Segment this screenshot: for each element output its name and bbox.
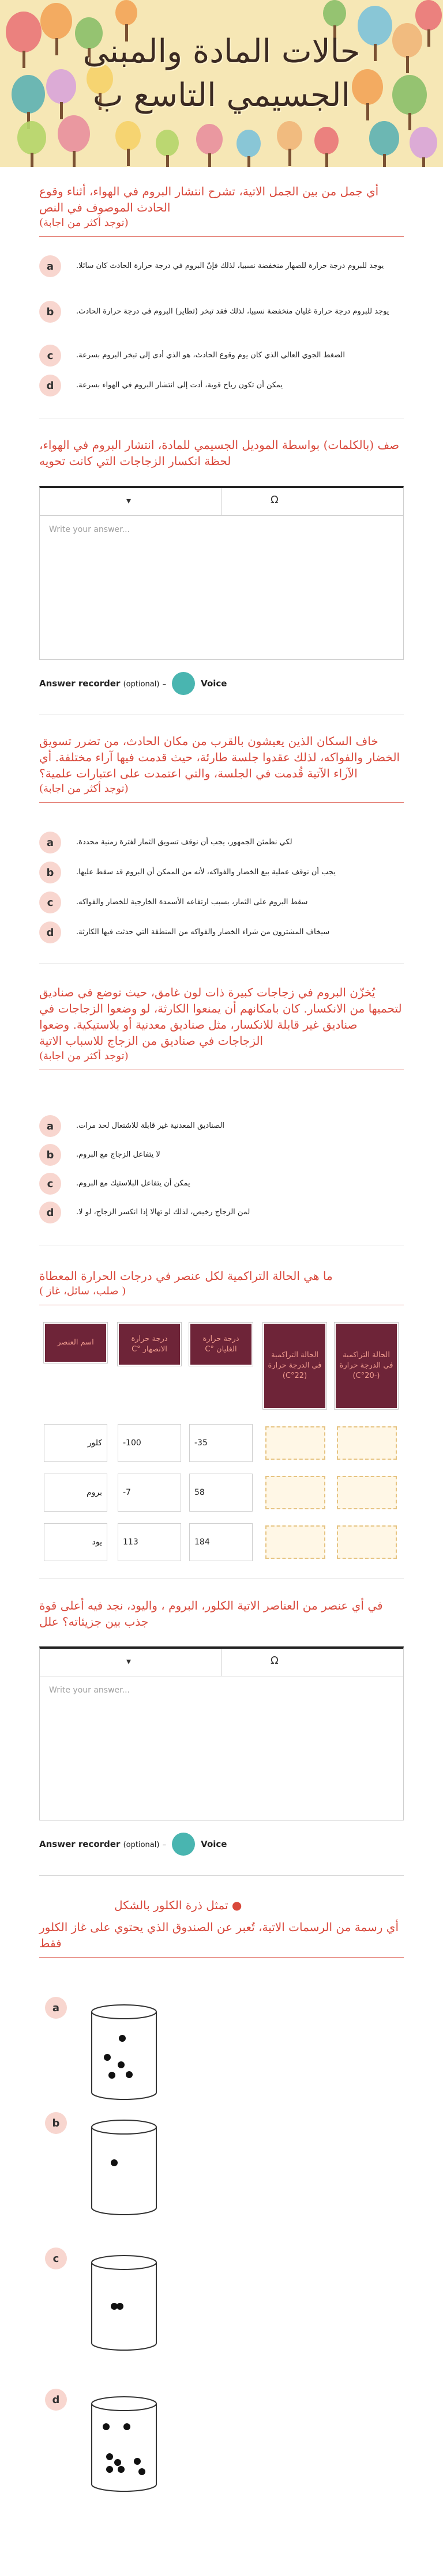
omega-symbol-button[interactable]: Ω xyxy=(271,494,279,506)
option-letter: a xyxy=(45,1997,67,2019)
tree-trunk xyxy=(73,151,76,167)
drop-zone[interactable] xyxy=(265,1525,325,1559)
tree-icon xyxy=(12,75,45,114)
recorder-optional: (optional) xyxy=(123,1841,160,1849)
option-a[interactable] xyxy=(39,1115,404,1137)
tree-icon xyxy=(314,127,339,154)
option-text: يوجد للبروم درجة حرارة غليان منخفضة نسبيا، لذلك فقد تبخر (تطاير) البروم في درجة حرارة الحادث. xyxy=(76,307,389,316)
table-header: الحالة التراكمية في الدرجة حرارة (-20°C) xyxy=(335,1323,398,1409)
option-b[interactable] xyxy=(39,862,404,883)
option-c[interactable] xyxy=(39,1173,404,1195)
question-7-line1: ● تمثل ذرة الكلور بالشكل xyxy=(114,1898,242,1912)
option-text: يوجد للبروم درجة حرارة للصهار منخفضة نسبيا، لذلك فإنّ البروم في درجة حرارة الحادث كان سائلا. xyxy=(76,262,384,270)
question-2 xyxy=(39,437,404,469)
tree-icon xyxy=(156,130,179,156)
tree-trunk xyxy=(166,155,169,167)
drop-zone[interactable] xyxy=(337,1476,397,1509)
question-6-text: في أي عنصر من العناصر الاتية الكلور، البروم ، واليود، نجد فيه أعلى قوة جذب بين جزيئاته؟ علل xyxy=(39,1599,383,1629)
question-5-hint: ( صلب، سائل، غاز ) xyxy=(39,1285,126,1297)
omega-symbol-button[interactable]: Ω xyxy=(271,1655,279,1667)
question-5 xyxy=(39,1268,404,1305)
tree-trunk xyxy=(427,29,430,47)
chlorine-atom-dot xyxy=(126,2071,133,2078)
record-button[interactable] xyxy=(172,672,195,695)
tree-icon xyxy=(115,121,141,150)
table-header: درجة حرارة الانصهار °C xyxy=(118,1323,181,1366)
option-letter: a xyxy=(39,832,61,853)
voice-label: Voice xyxy=(201,1839,227,1849)
tree-trunk xyxy=(247,156,250,167)
answer-input-placeholder[interactable]: Write your answer... xyxy=(49,525,130,534)
tree-trunk xyxy=(208,153,211,167)
format-dropdown[interactable]: ▾ xyxy=(126,1656,132,1667)
option-c[interactable] xyxy=(39,892,404,913)
option-text: سقط البروم على الثمار، بسبب ارتفاعه الأسمدة الخارجية للخضار والفواكه. xyxy=(76,898,308,906)
tree-trunk xyxy=(31,153,33,167)
option-d[interactable] xyxy=(39,2383,404,2504)
question-1-hint: (توجد أكثر من اجابة) xyxy=(39,217,129,229)
divider xyxy=(39,236,404,237)
answer-toolbar xyxy=(40,1649,403,1676)
option-text: الضغط الجوي العالي الذي كان يوم وقوع الحادث، هو الذي أدى إلى تبخر البروم بسرعة. xyxy=(76,351,346,360)
option-text: لا يتفاعل الزجاج مع البروم. xyxy=(76,1150,160,1159)
option-b[interactable] xyxy=(39,301,404,323)
chlorine-atom-dot xyxy=(119,2035,126,2042)
option-letter: c xyxy=(39,892,61,913)
tree-icon xyxy=(17,121,46,154)
table-cell-boil: 58 xyxy=(189,1474,253,1512)
chlorine-atom-dot xyxy=(111,2159,118,2166)
tree-icon xyxy=(58,115,90,152)
question-4 xyxy=(39,984,404,1070)
answer-box[interactable] xyxy=(39,1646,404,1820)
cylinder-drawing xyxy=(87,2253,162,2357)
answer-recorder xyxy=(39,672,227,695)
chlorine-atom-dot xyxy=(117,2303,123,2310)
question-1 xyxy=(39,183,404,237)
tree-icon xyxy=(410,127,437,158)
tree-trunk xyxy=(288,149,291,166)
tree-trunk xyxy=(325,153,328,167)
recorder-optional: (optional) xyxy=(123,680,160,689)
tree-trunk xyxy=(422,157,425,167)
cylinder-drawing xyxy=(87,2394,162,2498)
recorder-label-wrap xyxy=(39,678,166,689)
option-letter: b xyxy=(45,2112,67,2134)
option-letter: d xyxy=(39,1202,61,1223)
chlorine-atom-dot xyxy=(106,2466,113,2473)
recorder-separator: – xyxy=(162,680,167,689)
cylinder-drawing xyxy=(87,2118,162,2222)
tree-trunk xyxy=(406,56,409,73)
question-4-text: يُخزّن البروم في زجاجات كبيرة ذات لون غامق، حيث توضع في صناديق لتحميها من الانكسار. كان بامكانهم أن يمنعوا الكارثة، لو وضعوا الزجاجات في صناديق غير قابلة للانكسار، مثل صناديق معدنية أو بلاستيكية. وضعوا الزجاجات في صناديق من الزجاج للاسباب الاتية xyxy=(39,985,402,1048)
option-letter: d xyxy=(45,2389,67,2411)
voice-label: Voice xyxy=(201,678,227,689)
option-c[interactable] xyxy=(39,2242,404,2363)
tree-icon xyxy=(369,121,399,156)
table-header: اسم العنصر xyxy=(44,1323,107,1363)
option-text: لمن الزجاج رخيص، لذلك لو تهالا إذا انكسر الزجاج، لو لا. xyxy=(76,1208,250,1217)
tree-icon xyxy=(6,12,42,52)
record-button[interactable] xyxy=(172,1833,195,1856)
tree-trunk xyxy=(408,113,411,130)
chlorine-atom-dot xyxy=(103,2423,110,2430)
chlorine-atom-dot xyxy=(138,2468,145,2475)
chlorine-atom-dot xyxy=(134,2458,141,2465)
answer-toolbar xyxy=(40,488,403,516)
option-a[interactable] xyxy=(39,832,404,853)
table-cell-boil: -35 xyxy=(189,1424,253,1462)
question-3-hint: (توجد أكثر من اجابة) xyxy=(39,783,129,795)
tree-icon xyxy=(196,124,223,154)
option-letter: d xyxy=(39,375,61,396)
option-text: يمكن أن تكون رياح قوية، أدت إلى انتشار البروم في الهواء بسرعة. xyxy=(76,381,283,390)
question-3 xyxy=(39,733,404,803)
table-cell-melt: -100 xyxy=(118,1424,181,1462)
option-text: يمكن أن يتفاعل البلاستيك مع البروم. xyxy=(76,1179,190,1188)
answer-recorder xyxy=(39,1833,227,1856)
recorder-label: Answer recorder xyxy=(39,678,121,689)
tree-icon xyxy=(392,23,422,58)
recorder-separator: – xyxy=(162,1841,167,1849)
tree-icon xyxy=(323,0,346,27)
table-cell-melt: -7 xyxy=(118,1474,181,1512)
chlorine-atom-dot xyxy=(123,2423,130,2430)
page-title: حالات المادة والمبنى الجسيمي التاسع ب xyxy=(82,33,361,114)
drop-zone[interactable] xyxy=(265,1476,325,1509)
drop-zone[interactable] xyxy=(337,1525,397,1559)
question-7 xyxy=(39,1897,404,1958)
divider xyxy=(39,802,404,803)
option-d[interactable] xyxy=(39,921,404,943)
option-d[interactable] xyxy=(39,375,404,396)
table-cell-element: بروم xyxy=(44,1474,107,1512)
option-text: الصناديق المعدنية غير قابلة للاشتعال لحد مرات. xyxy=(76,1121,224,1130)
header-banner xyxy=(0,0,443,167)
chlorine-atom-dot xyxy=(104,2054,111,2061)
chlorine-atom-dot xyxy=(106,2453,113,2460)
option-letter: c xyxy=(45,2248,67,2269)
option-letter: b xyxy=(39,1144,61,1166)
cylinder-drawing xyxy=(87,2003,162,2106)
tree-icon xyxy=(277,121,302,150)
divider xyxy=(39,1957,404,1958)
question-1-text: أي جمل من بين الجمل الاتية، تشرح انتشار البروم في الهواء، أثناء وقوع الحادث الموصوف في النص xyxy=(39,184,379,214)
recorder-label-wrap xyxy=(39,1839,166,1849)
table-cell-boil: 184 xyxy=(189,1523,253,1561)
option-letter: c xyxy=(39,345,61,367)
table-cell-element: يود xyxy=(44,1523,107,1561)
option-text: سيخاف المشترون من شراء الخضار والفواكه من المنطقة التي حدثت فيها الكارثة. xyxy=(76,928,330,936)
question-3-text: خاف السكان الذين يعيشون بالقرب من مكان الحادث، من تضرر تسويق الخضار والفواكه، لذلك عقدوا جلسة طارئة، حيث قدمت فيها آراء مختلفة. أي الآراء الآتية قُدمت في الجلسة، والتي اعتمدت على اعتبارات علمية؟ xyxy=(39,734,400,780)
option-text: يجب أن نوقف عملية بيع الخضار والفواكه، لأنه من الممكن أن البروم قد سقط عليها. xyxy=(76,868,336,877)
tree-icon xyxy=(236,130,261,157)
tree-trunk xyxy=(383,154,386,167)
option-letter: a xyxy=(39,1115,61,1137)
option-letter: d xyxy=(39,921,61,943)
option-letter: a xyxy=(39,255,61,277)
tree-icon xyxy=(392,75,427,115)
option-a[interactable] xyxy=(39,1991,404,2112)
question-2-text: صف (بالكلمات) بواسطة الموديل الجسيمي للمادة، انتشار البروم في الهواء، لحظة انكسار الزجاجات التي كانت تحويه xyxy=(39,438,400,468)
table-cell-melt: 113 xyxy=(118,1523,181,1561)
option-d[interactable] xyxy=(39,1202,404,1223)
tree-icon xyxy=(115,0,137,25)
table-cell-element: كلور xyxy=(44,1424,107,1462)
recorder-label: Answer recorder xyxy=(39,1839,121,1849)
table-header: درجة حرارة الغليان °C xyxy=(189,1323,253,1366)
question-7-text: أي رسمة من الرسمات الاتية، تُعبر عن الصندوق الذي يحتوي على غاز الكلور فقط xyxy=(39,1920,399,1950)
option-letter: c xyxy=(39,1173,61,1195)
chlorine-atom-dot xyxy=(118,2061,125,2068)
format-dropdown[interactable]: ▾ xyxy=(126,495,132,506)
option-letter: b xyxy=(39,862,61,883)
chlorine-atom-dot xyxy=(114,2459,121,2466)
option-c[interactable] xyxy=(39,345,404,367)
chlorine-atom-dot xyxy=(108,2072,115,2079)
state-table xyxy=(39,1323,404,1576)
drop-zone[interactable] xyxy=(265,1426,325,1460)
option-letter: b xyxy=(39,301,61,323)
tree-trunk xyxy=(127,149,130,166)
option-a[interactable] xyxy=(39,255,404,277)
tree-trunk xyxy=(22,51,25,68)
question-5-text: ما هي الحالة التراكمية لكل عنصر في درجات الحرارة المعطاة xyxy=(39,1269,333,1283)
option-b[interactable] xyxy=(39,1144,404,1166)
answer-input-placeholder[interactable]: Write your answer... xyxy=(49,1686,130,1695)
option-text: لكي نطمئن الجمهور، يجب أن نوقف تسويق الثمار لفترة زمنية محددة. xyxy=(76,838,292,847)
drop-zone[interactable] xyxy=(337,1426,397,1460)
question-6 xyxy=(39,1597,404,1630)
answer-box[interactable] xyxy=(39,486,404,660)
table-header: الحالة التراكمية في الدرجة حرارة (22°C) xyxy=(263,1323,326,1409)
option-b[interactable] xyxy=(39,2106,404,2227)
tree-icon xyxy=(415,0,442,31)
question-4-hint: (توجد أكثر من اجابة) xyxy=(39,1050,129,1062)
section-divider xyxy=(39,1875,404,1876)
chlorine-atom-dot xyxy=(118,2466,125,2473)
